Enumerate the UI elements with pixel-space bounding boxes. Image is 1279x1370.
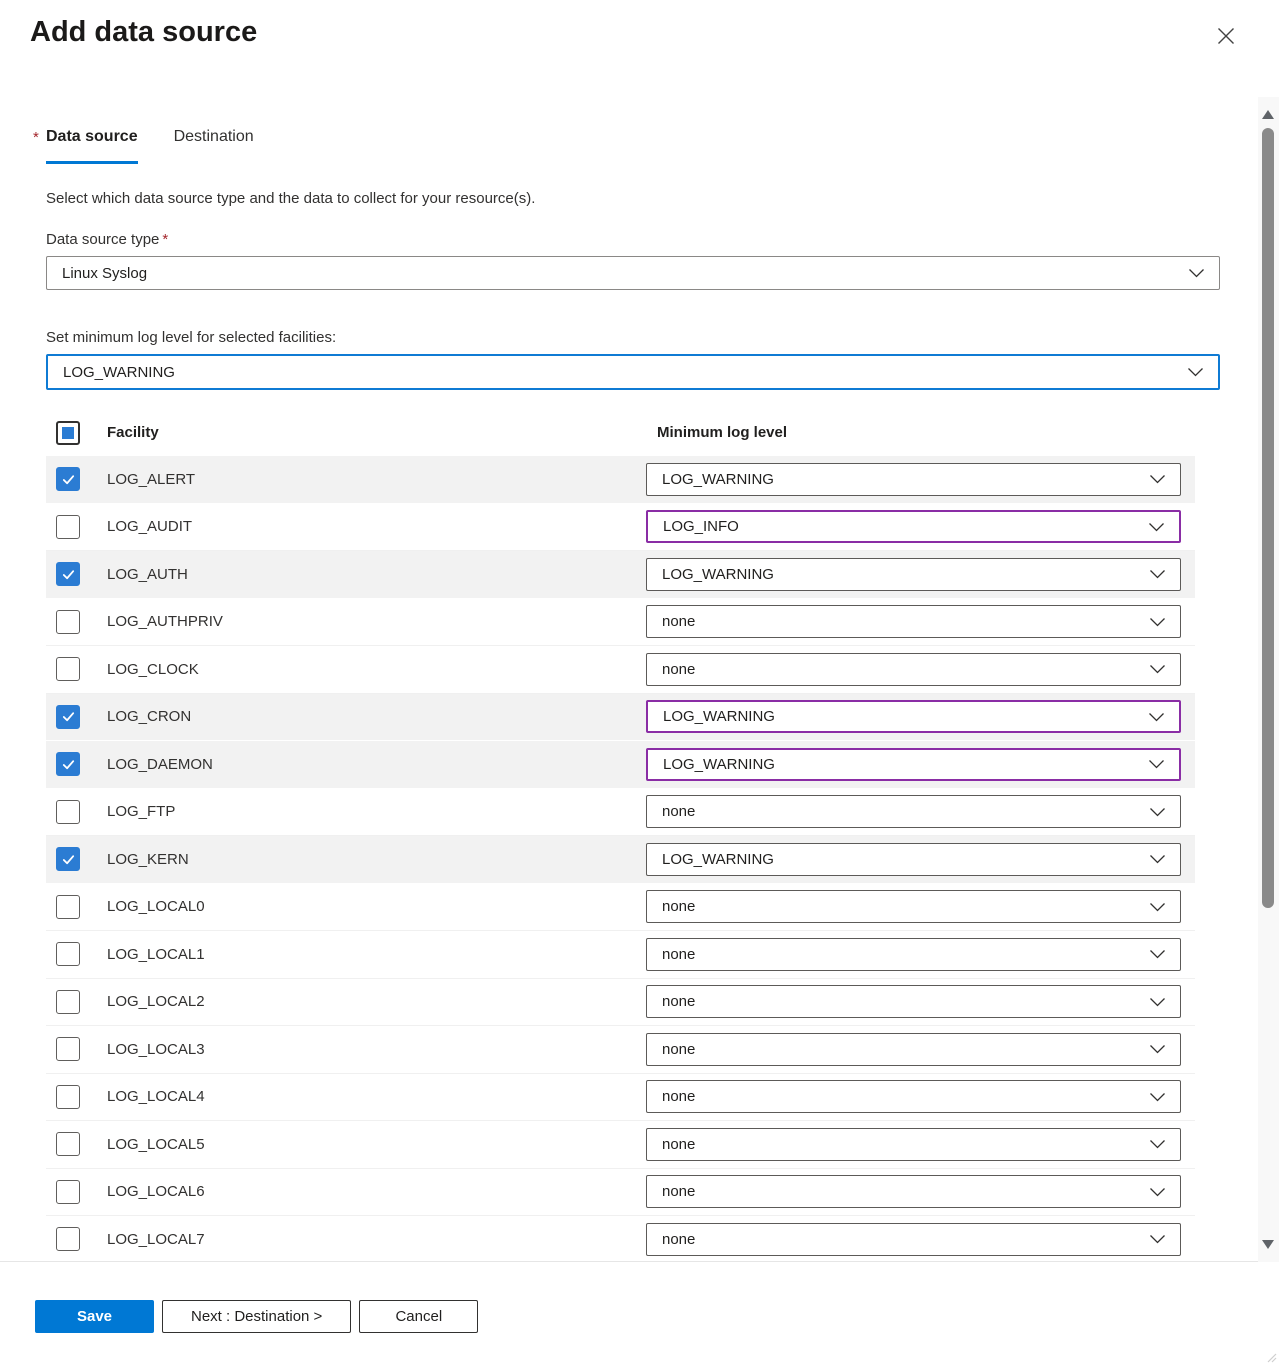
checkmark-icon: [61, 709, 76, 724]
facility-checkbox[interactable]: [56, 657, 80, 681]
facility-label: LOG_FTP: [107, 803, 176, 821]
facility-checkbox[interactable]: [56, 610, 80, 634]
column-header-min-log-level: Minimum log level: [657, 424, 788, 441]
table-row: [46, 551, 1195, 599]
table-row: [46, 1074, 1195, 1122]
dialog-header: [0, 0, 1279, 97]
min-log-level-select[interactable]: [646, 510, 1181, 543]
select-value: LOG_WARNING: [63, 363, 175, 381]
facility-label: LOG_AUTHPRIV: [107, 613, 223, 631]
min-log-level-select[interactable]: [646, 1080, 1181, 1113]
select-value: LOG_WARNING: [662, 565, 774, 583]
facility-checkbox[interactable]: [56, 515, 80, 539]
column-header-facility: Facility: [107, 424, 159, 441]
global-min-log-level-select[interactable]: [46, 354, 1220, 390]
facility-checkbox[interactable]: [56, 800, 80, 824]
close-icon: [1217, 27, 1235, 45]
table-row: [46, 741, 1195, 789]
chevron-down-icon: [1149, 1138, 1166, 1150]
chevron-down-icon: [1149, 473, 1166, 485]
dialog-scroll-area: [0, 97, 1279, 1262]
chevron-down-icon: [1149, 568, 1166, 580]
vertical-scrollbar: [1258, 97, 1279, 1262]
facility-label: LOG_AUDIT: [107, 518, 193, 536]
chevron-down-icon: [1188, 267, 1205, 279]
select-value: none: [662, 1088, 696, 1106]
required-asterisk: *: [33, 129, 39, 146]
select-value: Linux Syslog: [62, 264, 148, 282]
min-log-level-select[interactable]: [646, 1223, 1181, 1256]
facility-label: LOG_ALERT: [107, 470, 196, 488]
chevron-down-icon: [1149, 948, 1166, 960]
checkmark-icon: [61, 567, 76, 582]
facility-checkbox[interactable]: [56, 1180, 80, 1204]
table-row: [46, 599, 1195, 647]
checkmark-icon: [61, 757, 76, 772]
table-row: [46, 694, 1195, 742]
min-log-level-select[interactable]: [646, 653, 1181, 686]
dialog-footer: [0, 1263, 1279, 1370]
data-source-type-label: Data source type *: [46, 231, 169, 248]
min-log-level-label: Set minimum log level for selected facilities:: [46, 329, 337, 346]
chevron-down-icon: [1149, 1091, 1166, 1103]
chevron-down-icon: [1149, 1043, 1166, 1055]
resize-grip-icon[interactable]: [1267, 1350, 1277, 1368]
table-row: [46, 931, 1195, 979]
select-value: LOG_WARNING: [663, 755, 775, 773]
select-value: none: [662, 993, 696, 1011]
table-row: [46, 789, 1195, 837]
min-log-level-select[interactable]: [646, 558, 1181, 591]
facility-checkbox[interactable]: [56, 705, 80, 729]
cancel-button[interactable]: Cancel: [359, 1300, 478, 1333]
facility-checkbox[interactable]: [56, 562, 80, 586]
table-row: [46, 1026, 1195, 1074]
select-value: none: [662, 898, 696, 916]
min-log-level-select[interactable]: [646, 985, 1181, 1018]
select-value: none: [662, 1183, 696, 1201]
facility-label: LOG_LOCAL6: [107, 1183, 205, 1201]
facility-label: LOG_AUTH: [107, 565, 188, 583]
facility-label: LOG_CLOCK: [107, 660, 199, 678]
tab-label: Destination: [173, 128, 254, 145]
tab-data-source[interactable]: [33, 125, 138, 164]
checkmark-icon: [61, 852, 76, 867]
chevron-down-icon: [1149, 616, 1166, 628]
chevron-down-icon: [1149, 996, 1166, 1008]
facility-label: LOG_LOCAL0: [107, 898, 205, 916]
page-title: Add data source: [30, 16, 258, 48]
chevron-down-icon: [1149, 901, 1166, 913]
select-value: none: [662, 803, 696, 821]
min-log-level-select[interactable]: [646, 463, 1181, 496]
min-log-level-select[interactable]: [646, 748, 1181, 781]
facility-label: LOG_KERN: [107, 850, 189, 868]
chevron-down-icon: [1149, 806, 1166, 818]
facility-label: LOG_LOCAL2: [107, 993, 205, 1011]
facility-label: LOG_CRON: [107, 708, 192, 726]
scrollbar-thumb[interactable]: [1262, 128, 1274, 908]
select-value: none: [662, 945, 696, 963]
facility-checkbox[interactable]: [56, 1037, 80, 1061]
facility-label: LOG_LOCAL1: [107, 945, 205, 963]
table-row: [46, 884, 1195, 932]
chevron-down-icon: [1148, 521, 1165, 533]
min-log-level-select[interactable]: [646, 700, 1181, 733]
table-header-row: [46, 409, 1195, 456]
table-row: [46, 504, 1195, 552]
close-button[interactable]: [1214, 24, 1238, 48]
table-row: [46, 1121, 1195, 1169]
min-log-level-select[interactable]: [646, 843, 1181, 876]
tab-label: Data source: [46, 125, 138, 164]
facility-label: LOG_LOCAL5: [107, 1135, 205, 1153]
facility-label: LOG_DAEMON: [107, 755, 213, 773]
chevron-down-icon: [1148, 758, 1165, 770]
chevron-down-icon: [1149, 1233, 1166, 1245]
chevron-down-icon: [1148, 711, 1165, 723]
min-log-level-select[interactable]: [646, 890, 1181, 923]
select-value: LOG_INFO: [663, 518, 739, 536]
data-source-type-select[interactable]: [46, 256, 1220, 290]
select-value: none: [662, 1135, 696, 1153]
select-value: LOG_WARNING: [662, 470, 774, 488]
table-row: [46, 836, 1195, 884]
min-log-level-select[interactable]: [646, 605, 1181, 638]
chevron-down-icon: [1187, 366, 1204, 378]
checkmark-icon: [61, 472, 76, 487]
facility-checkbox[interactable]: [56, 895, 80, 919]
table-row: [46, 1169, 1195, 1217]
min-log-level-select[interactable]: [646, 1175, 1181, 1208]
table-row: [46, 456, 1195, 504]
chevron-down-icon: [1149, 853, 1166, 865]
tab-bar: [33, 125, 1220, 164]
scroll-up-icon[interactable]: [1262, 110, 1274, 119]
select-value: none: [662, 660, 696, 678]
facility-checkbox[interactable]: [56, 1227, 80, 1251]
facility-checkbox[interactable]: [56, 1132, 80, 1156]
facility-checkbox[interactable]: [56, 1085, 80, 1109]
indeterminate-mark-icon: [62, 427, 74, 439]
table-row: [46, 1216, 1195, 1262]
facility-label: LOG_LOCAL3: [107, 1040, 205, 1058]
select-all-checkbox[interactable]: [56, 421, 80, 445]
facility-checkbox[interactable]: [56, 467, 80, 491]
select-value: none: [662, 1040, 696, 1058]
chevron-down-icon: [1149, 663, 1166, 675]
facility-checkbox[interactable]: [56, 847, 80, 871]
table-row: [46, 646, 1195, 694]
facility-label: LOG_LOCAL4: [107, 1088, 205, 1106]
facility-label: LOG_LOCAL7: [107, 1230, 205, 1248]
tab-destination[interactable]: [174, 125, 254, 161]
select-value: LOG_WARNING: [662, 850, 774, 868]
min-log-level-select[interactable]: [646, 795, 1181, 828]
select-value: LOG_WARNING: [663, 708, 775, 726]
facility-checkbox[interactable]: [56, 752, 80, 776]
required-asterisk: *: [162, 231, 169, 248]
dialog-description: Select which data source type and the data to collect for your resource(s).: [46, 190, 536, 207]
min-log-level-select[interactable]: [646, 938, 1181, 971]
facility-table-body: [46, 456, 1195, 1262]
facility-checkbox[interactable]: [56, 942, 80, 966]
min-log-level-select[interactable]: [646, 1128, 1181, 1161]
select-value: none: [662, 1230, 696, 1248]
select-value: none: [662, 613, 696, 631]
min-log-level-select[interactable]: [646, 1033, 1181, 1066]
scroll-down-icon[interactable]: [1262, 1240, 1274, 1249]
facility-table: [46, 409, 1195, 1262]
chevron-down-icon: [1149, 1186, 1166, 1198]
save-button[interactable]: Save: [35, 1300, 154, 1333]
facility-checkbox[interactable]: [56, 990, 80, 1014]
table-row: [46, 979, 1195, 1027]
next-destination-button[interactable]: Next : Destination >: [162, 1300, 351, 1333]
